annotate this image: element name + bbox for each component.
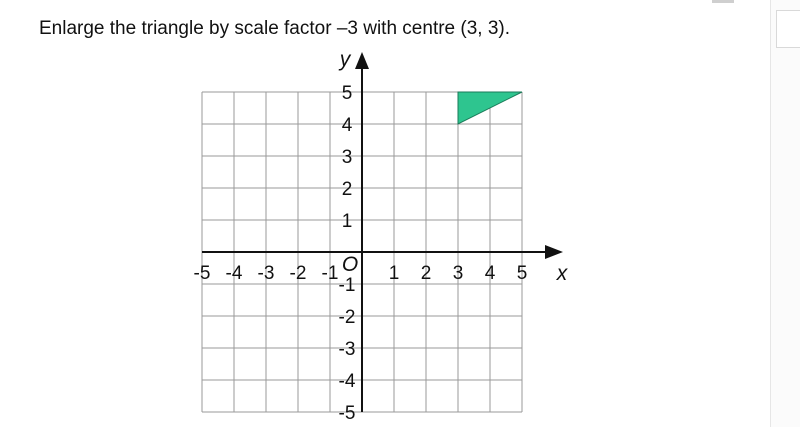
y-axis-arrow — [355, 52, 369, 69]
y-tick-label: -4 — [338, 371, 356, 392]
y-tick-label: -5 — [338, 403, 356, 424]
x-tick-label: 4 — [484, 263, 496, 284]
x-axis-name: x — [556, 262, 568, 285]
axes — [202, 52, 563, 412]
answer-input-box[interactable] — [776, 10, 800, 48]
right-side-panel — [770, 0, 800, 427]
y-tick-label: -3 — [338, 339, 356, 360]
y-tick-label: 4 — [341, 115, 353, 136]
x-tick-label: 5 — [516, 263, 528, 284]
x-tick-label: 2 — [420, 263, 432, 284]
y-tick-label: 1 — [341, 211, 353, 232]
x-tick-label: -2 — [289, 263, 307, 284]
x-tick-label: -4 — [225, 263, 243, 284]
y-tick-label: 5 — [341, 83, 353, 104]
y-tick-label: -1 — [338, 275, 356, 296]
x-tick-label: -3 — [257, 263, 275, 284]
x-tick-label: 1 — [388, 263, 400, 284]
y-tick-label: 2 — [341, 179, 353, 200]
x-tick-label: -1 — [321, 263, 339, 284]
origin-label: O — [341, 253, 359, 276]
y-axis-name: y — [339, 48, 351, 71]
x-tick-label: -5 — [193, 263, 211, 284]
question-text: Enlarge the triangle by scale factor –3 with centre (3, 3). — [39, 18, 511, 39]
axis-labels — [194, 48, 569, 424]
x-axis-arrow — [545, 245, 563, 259]
x-tick-label: 3 — [452, 263, 464, 284]
y-tick-label: 3 — [341, 147, 353, 168]
y-tick-label: -2 — [338, 307, 356, 328]
